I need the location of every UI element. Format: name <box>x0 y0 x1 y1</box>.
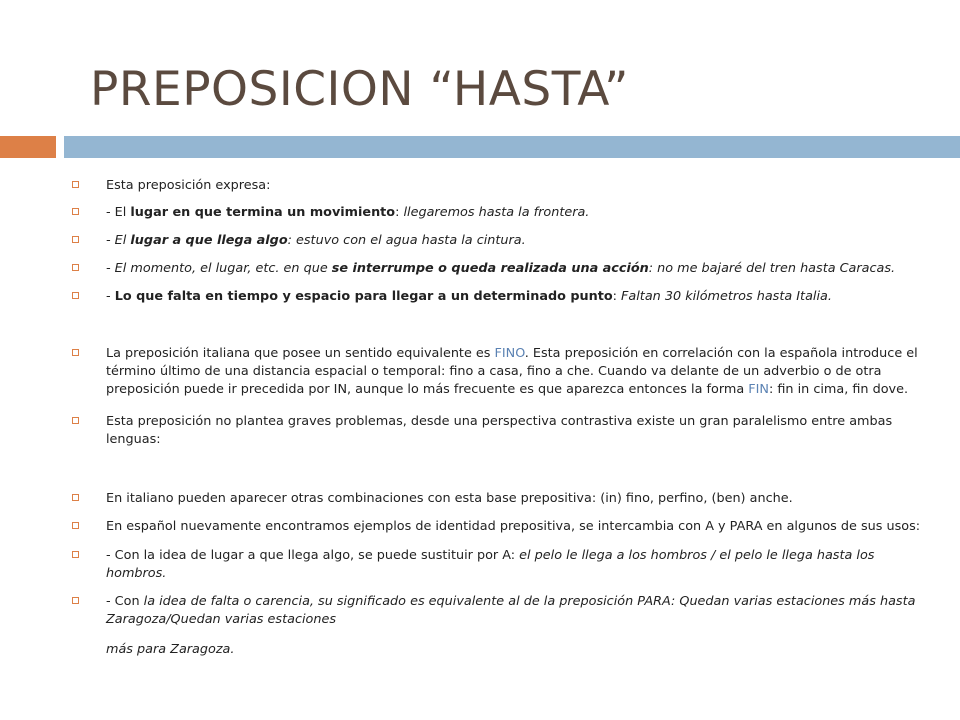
square-bullet-icon <box>72 349 79 356</box>
bullet-item: - El momento, el lugar, etc. en que se interrumpe o queda realizada una acción: no me bajaré del tren hasta Caracas. <box>72 260 922 278</box>
bullet-item: En italiano pueden aparecer otras combinaciones con esta base prepositiva: (in) fino, perfino, (ben) anche. <box>72 490 922 508</box>
square-bullet-icon <box>72 551 79 558</box>
bullet-item: La preposición italiana que posee un sentido equivalente es FINO. Esta preposición en correlación con la española introduce el término último de una distancia espacial o temporal: fino a casa, fino a che. Cuando va delante de un adverbio o de otra preposición puede ir precedida por IN, aunque lo más frecuente es que aparezca entonces la forma FIN: fin in cima, fin dove. <box>72 345 922 399</box>
bullet-item: - El lugar en que termina un movimiento: llegaremos hasta la frontera. <box>72 204 922 222</box>
bullet-item: - Lo que falta en tiempo y espacio para llegar a un determinado punto: Faltan 30 kilómetros hasta Italia. <box>72 288 922 306</box>
square-bullet-icon <box>72 292 79 299</box>
square-bullet-icon <box>72 597 79 604</box>
square-bullet-icon <box>72 236 79 243</box>
bullet-item: - El lugar a que llega algo: estuvo con el agua hasta la cintura. <box>72 232 922 250</box>
square-bullet-icon <box>72 264 79 271</box>
bullet-item: Esta preposición no plantea graves problemas, desde una perspectiva contrastiva existe un gran paralelismo entre ambas lenguas: <box>72 413 922 449</box>
square-bullet-icon <box>72 522 79 529</box>
bullet-item: Esta preposición expresa: <box>72 177 922 195</box>
bullet-item: En español nuevamente encontramos ejemplos de identidad prepositiva, se intercambia con A y PARA en algunos de sus usos: <box>72 518 922 536</box>
slide-title: PREPOSICION “HASTA” <box>90 62 629 117</box>
continuation-text: más para Zaragoza. <box>106 642 235 657</box>
square-bullet-icon <box>72 494 79 501</box>
bullet-item: - Con la idea de falta o carencia, su significado es equivalente al de la preposición PARA: Quedan varias estaciones más hasta Zaragoza/Quedan varias estaciones <box>72 593 922 629</box>
bullet-item: - Con la idea de lugar a que llega algo, se puede sustituir por A: el pelo le llega a los hombros / el pelo le llega hasta los hombros. <box>72 547 922 583</box>
square-bullet-icon <box>72 417 79 424</box>
square-bullet-icon <box>72 208 79 215</box>
square-bullet-icon <box>72 181 79 188</box>
